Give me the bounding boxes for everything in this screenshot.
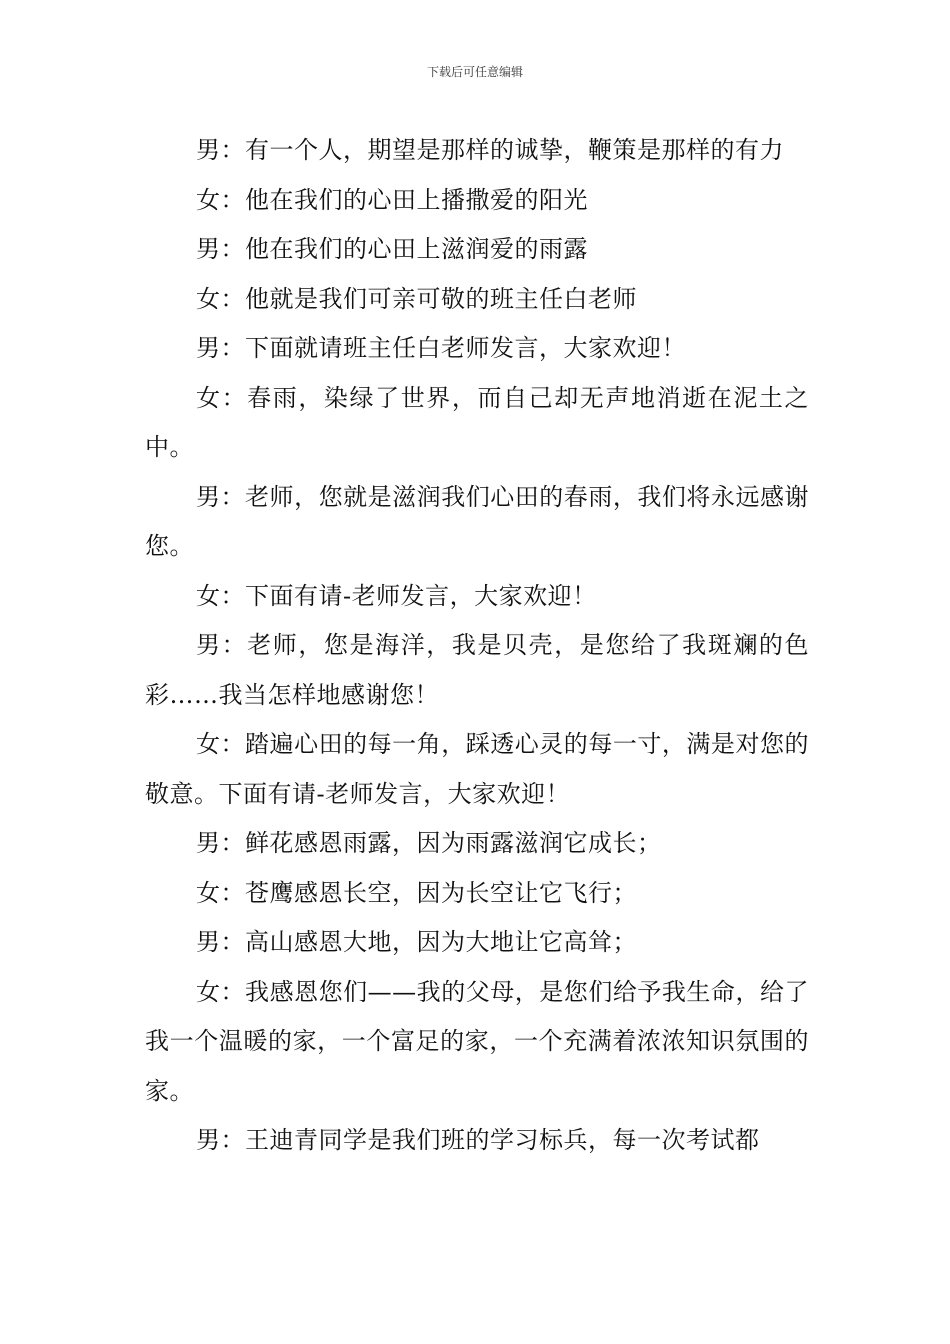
dialogue-paragraph: 女：我感恩您们——我的父母，是您们给予我生命，给了我一个温暖的家，一个富足的家，一个充满着浓浓知识氛围的家。 xyxy=(145,977,809,1105)
dialogue-paragraph: 女：他就是我们可亲可敬的班主任白老师 xyxy=(196,284,637,313)
dialogue-paragraph: 男：有一个人，期望是那样的诚挚，鞭策是那样的有力 xyxy=(196,136,784,164)
dialogue-paragraph: 女：苍鹰感恩长空，因为长空让它飞行； xyxy=(196,878,637,907)
dialogue-paragraph: 男：王迪青同学是我们班的学习标兵，每一次考试都 xyxy=(196,1126,760,1154)
dialogue-paragraph: 男：老师，您是海洋，我是贝壳，是您给了我斑斓的色彩……我当怎样地感谢您！ xyxy=(145,631,809,709)
dialogue-paragraph: 女：他在我们的心田上播撒爱的阳光 xyxy=(196,185,588,214)
document-body xyxy=(145,126,809,1166)
page-header: 下载后可任意编辑 xyxy=(426,65,523,79)
dialogue-paragraph: 男：鲜花感恩雨露，因为雨露滋润它成长； xyxy=(196,829,662,857)
dialogue-paragraph: 女：踏遍心田的每一角，踩透心灵的每一寸，满是对您的敬意。下面有请-老师发言，大家欢迎！ xyxy=(145,730,809,808)
dialogue-paragraph: 女：下面有请-老师发言，大家欢迎！ xyxy=(196,581,597,610)
dialogue-paragraph: 男：老师，您就是滋润我们心田的春雨，我们将永远感谢您。 xyxy=(145,482,809,560)
dialogue-paragraph: 男：他在我们的心田上滋润爱的雨露 xyxy=(196,235,588,263)
dialogue-paragraph: 女：春雨，染绿了世界，而自己却无声地消逝在泥土之中。 xyxy=(145,383,809,461)
dialogue-paragraph: 男：高山感恩大地，因为大地让它高耸； xyxy=(196,928,637,956)
dialogue-paragraph: 男：下面就请班主任白老师发言，大家欢迎！ xyxy=(196,334,686,362)
